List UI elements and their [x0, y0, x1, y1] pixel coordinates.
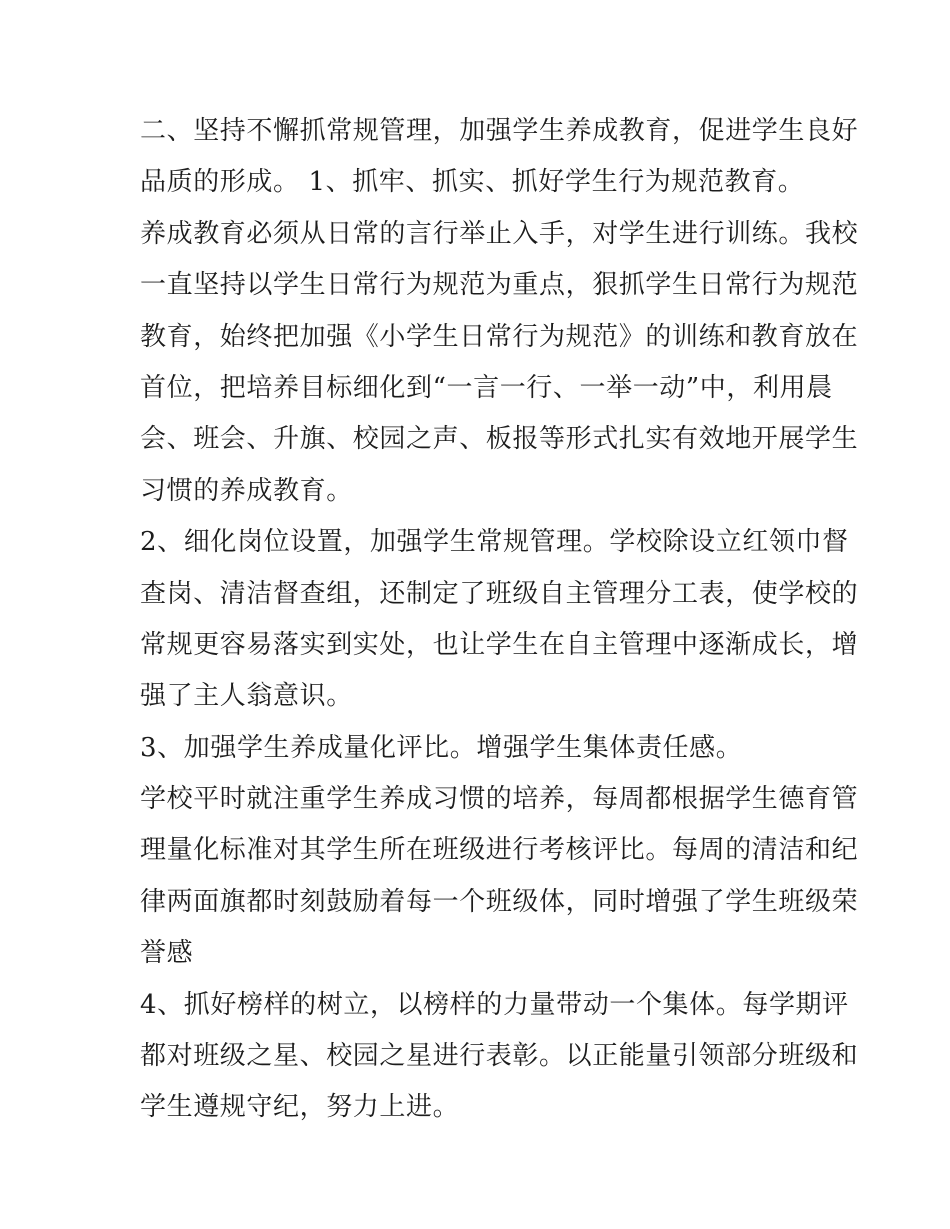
text-line: 常规更容易落实到实处，也让学生在自主管理中逐渐成长，增 [140, 629, 859, 660]
text-line: 4、抓好榜样的树立，以榜样的力量带动一个集体。每学期评 [140, 989, 849, 1020]
text-line: 理量化标准对其学生所在班级进行考核评比。每周的清洁和纪 [140, 835, 859, 866]
text-line: 一直坚持以学生日常行为规范为重点，狠抓学生日常行为规范 [140, 270, 859, 301]
text-line: 教育，始终把加强《小学生日常行为规范》的训练和教育放在 [140, 321, 859, 352]
document-body [140, 106, 859, 1134]
text-line: 二、坚持不懈抓常规管理，加强学生养成教育，促进学生良好 [140, 116, 859, 146]
text-line: 3、加强学生养成量化评比。增强学生集体责任感。 [140, 732, 743, 763]
text-line: 会、班会、升旗、校园之声、板报等形式扎实有效地开展学生 [140, 424, 859, 455]
text-line: 品质的形成。 1、抓牢、抓实、抓好学生行为规范教育。 [140, 167, 805, 198]
text-line: 养成教育必须从日常的言行举止入手，对学生进行训练。我校 [140, 218, 859, 249]
text-line: 2、细化岗位设置，加强学生常规管理。学校除设立红领巾督 [140, 527, 849, 558]
text-line: 誉感 [140, 938, 194, 969]
text-line: 强了主人翁意识。 [140, 681, 353, 712]
text-line: 学校平时就注重学生养成习惯的培养，每周都根据学生德育管 [140, 784, 859, 815]
text-line: 习惯的养成教育。 [140, 475, 353, 506]
text-line: 查岗、清洁督查组，还制定了班级自主管理分工表，使学校的 [140, 578, 859, 609]
text-line: 都对班级之星、校园之星进行表彰。以正能量引领部分班级和 [140, 1041, 859, 1072]
text-line: 律两面旗都时刻鼓励着每一个班级体，同时增强了学生班级荣 [140, 886, 859, 917]
text-line: 首位，把培养目标细化到“一言一行、一举一动”中，利用晨 [140, 372, 833, 403]
text-line: 学生遵规守纪，努力上进。 [140, 1092, 460, 1123]
